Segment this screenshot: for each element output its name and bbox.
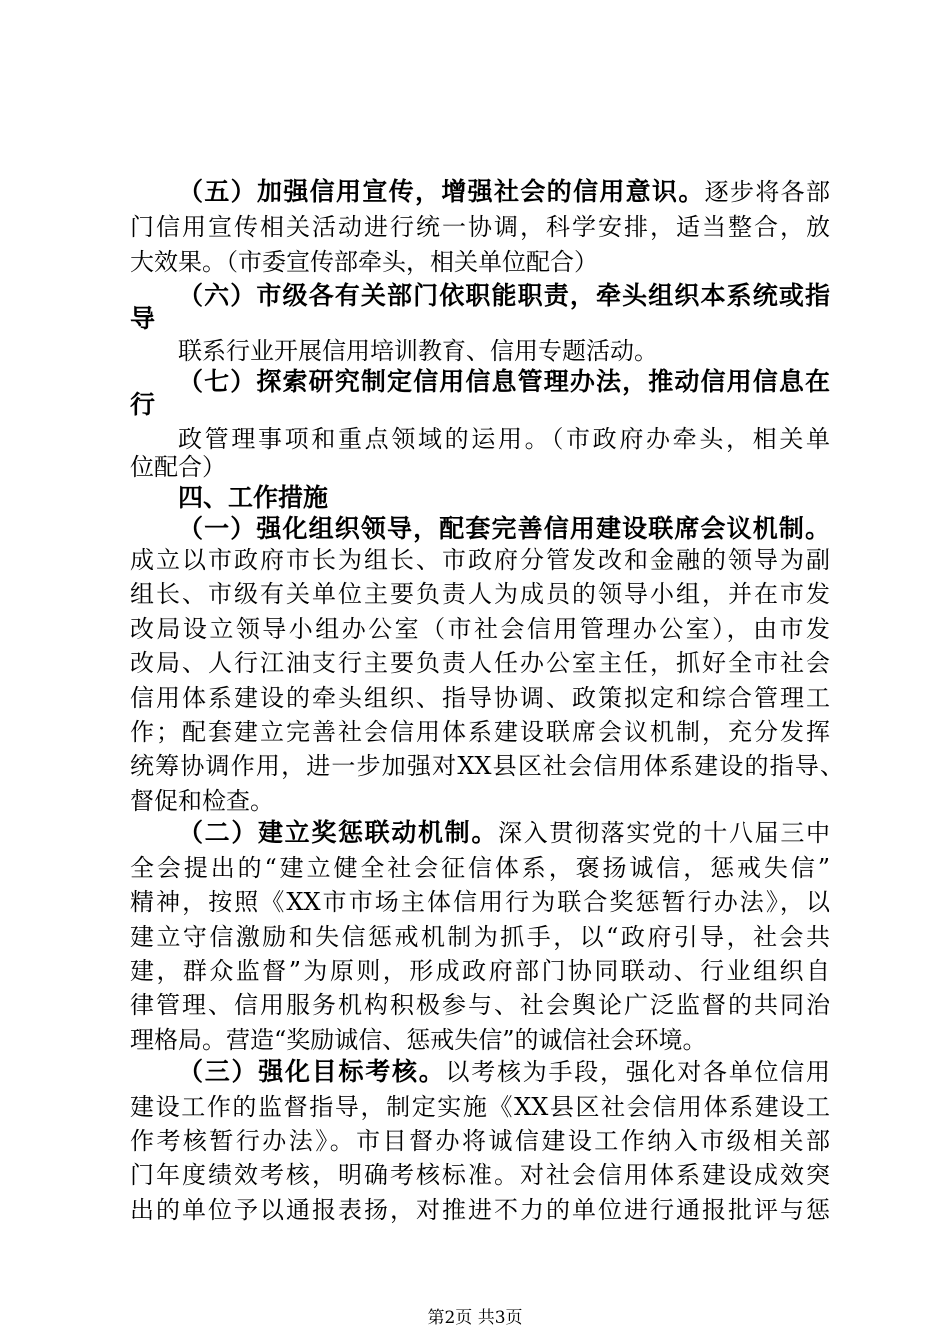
paragraph-line [130, 1090, 830, 1124]
paragraph-text: 出的单位予以通报表扬，对推进不力的单位进行通报批评与惩 [130, 1196, 830, 1224]
paragraph-line [178, 279, 830, 313]
section-heading-6-cont: 导 [130, 304, 156, 333]
paragraph-line [130, 543, 830, 577]
paragraph-line [130, 245, 598, 279]
paragraph-line [178, 512, 830, 546]
paragraph-text: 政管理事项和重点领域的运用。（市政府办牵头，相关单 [178, 425, 830, 453]
paragraph-text: 信用体系建设的牵头组织、指导协调、政策拟定和综合管理工 [130, 684, 830, 712]
paragraph-line [178, 175, 830, 209]
paragraph-text: 作考核暂行办法》。市目督办将诚信建设工作纳入市级相关部 [130, 1127, 830, 1155]
paragraph-line [130, 210, 830, 244]
paragraph-text: 组长、市级有关单位主要负责人为成员的领导小组，并在市发 [130, 580, 830, 608]
paragraph-text: 成立以市政府市长为组长、市政府分管发改和金融的领导为副 [130, 546, 830, 574]
paragraph-line [130, 1193, 830, 1227]
paragraph-line [130, 681, 830, 715]
paragraph-text: 位配合） [130, 453, 226, 481]
paragraph-text: 督促和检查。 [130, 787, 274, 815]
measure-heading-2: （二）建立奖惩联动机制。 [178, 818, 498, 847]
paragraph-line [178, 334, 658, 368]
paragraph-line [178, 816, 830, 850]
paragraph-line [130, 1023, 707, 1057]
paragraph-line [130, 784, 274, 818]
paragraph-line [178, 1055, 830, 1089]
paragraph-text: 门年度绩效考核，明确考核标准。对社会信用体系建设成效突 [130, 1161, 830, 1189]
paragraph-line [178, 365, 830, 399]
paragraph-line [130, 1158, 830, 1192]
paragraph-text: 律管理、信用服务机构积极参与、社会舆论广泛监督的共同治 [130, 991, 830, 1019]
section-heading-7: （七）探索研究制定信用信息管理办法，推动信用信息在 [178, 367, 830, 396]
paragraph-text: 理格局。营造“奖励诚信、惩戒失信”的诚信社会环境。 [130, 1026, 707, 1054]
paragraph-text: 逐步将各部 [704, 178, 830, 206]
paragraph-text: 联系行业开展信用培训教育、信用专题活动。 [178, 337, 658, 365]
paragraph-line [130, 988, 830, 1022]
paragraph-text: 以考核为手段，强化对各单位信用 [445, 1058, 830, 1086]
paragraph-text: 全会提出的“建立健全社会征信体系，褒扬诚信，惩戒失信” [130, 854, 830, 882]
measure-heading-1: （一）强化组织领导，配套完善信用建设联席会议机制。 [178, 514, 830, 543]
paragraph-line [130, 1124, 830, 1158]
section-heading-7-cont: 行 [130, 390, 156, 419]
paragraph-text: 统筹协调作用，进一步加强对XX县区社会信用体系建设的指导、 [130, 752, 844, 780]
paragraph-line [130, 851, 830, 885]
paragraph-line [178, 422, 830, 456]
paragraph-line [130, 388, 155, 422]
paragraph-line [130, 715, 830, 749]
section-heading-5: （五）加强信用宣传，增强社会的信用意识。 [178, 177, 705, 206]
paragraph-text: 建立守信激励和失信惩戒机制为抓手，以“政府引导，社会共 [130, 923, 830, 951]
paragraph-text: 改局设立领导小组办公室（市社会信用管理办公室），由市发 [130, 615, 830, 643]
paragraph-text: 建，群众监督”为原则，形成政府部门协同联动、行业组织自 [130, 957, 830, 985]
paragraph-line [130, 749, 844, 783]
paragraph-text: 深入贯彻落实党的十八届三中 [498, 819, 830, 847]
heading-work-measures: 四、工作措施 [178, 483, 329, 512]
measure-heading-3: （三）强化目标考核。 [178, 1057, 446, 1086]
paragraph-line [130, 954, 830, 988]
page-footer: 第2页 共3页 [427, 1308, 523, 1328]
paragraph-text: 建设工作的监督指导，制定实施《XX县区社会信用体系建设工 [130, 1093, 830, 1121]
section-heading-6: （六）市级各有关部门依职能职责，牵头组织本系统或指 [178, 281, 830, 310]
paragraph-line [130, 450, 226, 484]
paragraph-line [130, 646, 830, 680]
paragraph-line [130, 577, 830, 611]
chapter-heading [178, 481, 328, 515]
paragraph-text: 大效果。（市委宣传部牵头，相关单位配合） [130, 248, 598, 276]
paragraph-line [130, 885, 830, 919]
paragraph-text: 作；配套建立完善社会信用体系建设联席会议机制，充分发挥 [130, 718, 830, 746]
paragraph-line [130, 612, 830, 646]
paragraph-text: 改局、人行江油支行主要负责人任办公室主任，抓好全市社会 [130, 649, 830, 677]
paragraph-text: 门信用宣传相关活动进行统一协调，科学安排，适当整合，放 [130, 213, 830, 241]
paragraph-line [130, 920, 830, 954]
paragraph-line [130, 302, 155, 336]
paragraph-text: 精神，按照《XX市市场主体信用行为联合奖惩暂行办法》，以 [130, 888, 830, 916]
